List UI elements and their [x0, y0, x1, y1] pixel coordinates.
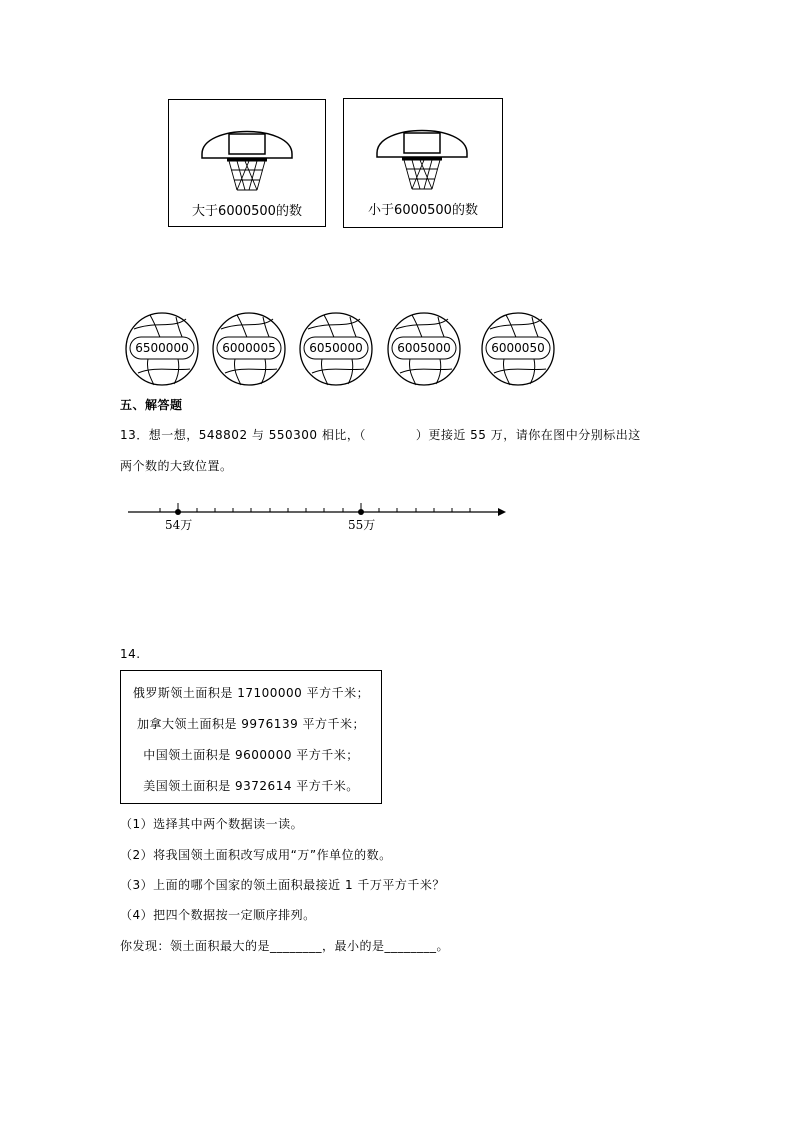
q14-subquestion-4: （4）把四个数据按一定顺序排列。: [120, 908, 316, 922]
country-fact: 中国领土面积是 9600000 平方千米；: [143, 748, 359, 762]
ball-number: 6000050: [491, 341, 545, 355]
q14-conclusion: 你发现：领土面积最大的是________，最小的是________。: [120, 939, 450, 953]
q14-subquestion-2: （2）将我国领土面积改写成用“万”作单位的数。: [120, 848, 392, 862]
country-fact: 加拿大领土面积是 9976139 平方千米；: [136, 717, 366, 731]
tick-dot-55: [358, 509, 364, 515]
country-fact: 俄罗斯领土面积是 17100000 平方千米；: [132, 686, 370, 700]
hoop-box-greater: [168, 99, 326, 227]
q14-subquestion-1: （1）选择其中两个数据读一读。: [120, 817, 304, 831]
basketball-hoop-icon: [197, 114, 297, 194]
ball-number: 6500000: [135, 341, 189, 355]
q13-text-line1: 13．想一想，548802 与 550300 相比，（ ）更接近 55 万，请你在图中分别标出这: [120, 428, 641, 442]
ball-number: 6050000: [309, 341, 363, 355]
number-line-label: 55万: [348, 518, 376, 532]
number-line-label: 54万: [165, 518, 193, 532]
country-fact: 美国领土面积是 9372614 平方千米。: [143, 779, 359, 793]
tick-dot-54: [175, 509, 181, 515]
ball-number: 6005000: [397, 341, 451, 355]
q14-subquestion-3: （3）上面的哪个国家的领土面积最接近 1 千万平方千米？: [120, 878, 445, 892]
basketball: [211, 311, 287, 387]
q13-text-line2: 两个数的大致位置。: [120, 459, 233, 473]
section-title: 五、解答题: [120, 398, 183, 412]
hoop-box-less: [343, 98, 503, 228]
country-area-box: [120, 670, 382, 804]
basketball: [386, 311, 462, 387]
basketball-hoop-icon: [372, 113, 472, 193]
hoop-label: 小于6000500的数: [368, 203, 478, 218]
basketball: [124, 311, 200, 387]
q14-number: 14.: [120, 647, 141, 661]
ball-number: 6000005: [222, 341, 276, 355]
basketball: [480, 311, 556, 387]
basketball: [298, 311, 374, 387]
hoop-label: 大于6000500的数: [192, 204, 302, 219]
